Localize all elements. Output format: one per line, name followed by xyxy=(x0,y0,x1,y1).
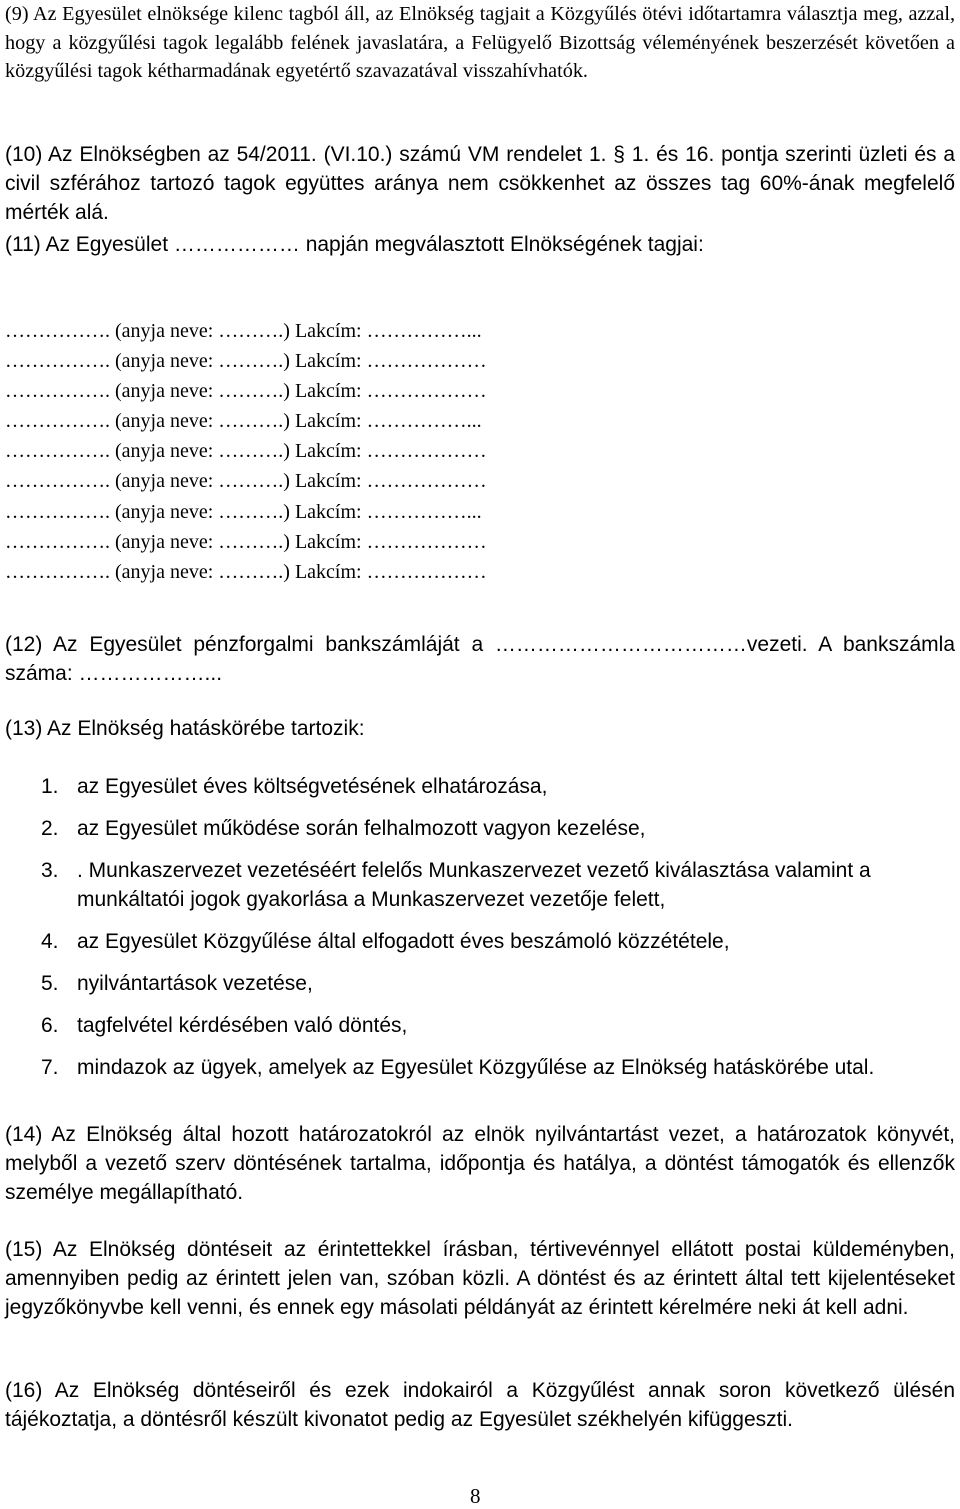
list-item xyxy=(5,1011,955,1040)
list-text: mindazok az ügyek, amelyek az Egyesület Közgyűlése az Elnökség hatáskörébe utal. xyxy=(77,1056,875,1079)
list-number: 3. xyxy=(41,859,59,882)
document-page xyxy=(5,0,955,1509)
list-text: . Munkaszervezet vezetéséért felelős Munkaszervezet vezető kiválasztása valamint a munkáltatói jogok gyakorlása a Munkaszervezet vezetője felett, xyxy=(77,859,871,911)
list-item xyxy=(5,1053,955,1082)
paragraph-10: (10) Az Elnökségben az 54/2011. (VI.10.) számú VM rendelet 1. § 1. és 16. pontja szerinti üzleti és a civil szférához tartozó tagok együttes aránya nem csökkenhet az összes tag 60%-ának megfelelő mérték alá. xyxy=(5,143,955,224)
list-item xyxy=(5,772,955,801)
list-number: 6. xyxy=(41,1014,59,1037)
member-row: ……………. (anyja neve: ……….) Lakcím: ……………... xyxy=(5,500,482,523)
list-item xyxy=(5,814,955,843)
member-row: ……………. (anyja neve: ……….) Lakcím: ……………… xyxy=(5,470,487,493)
paragraph-9: (9) Az Egyesület elnöksége kilenc tagból áll, az Elnökség tagjait a Közgyűlés ötévi időtartamra választja meg, azzal, hogy a közgyűlési tagok legalább felének javaslatára, a Felügyelő Bizottság véleményének beszerzését követően a közgyűlési tagok kétharmadának egyetértő szavazatával visszahívhatók. xyxy=(5,3,955,82)
member-row: ……………. (anyja neve: ……….) Lakcím: ……………… xyxy=(5,530,487,553)
powers-list xyxy=(5,772,955,1082)
list-number: 5. xyxy=(41,972,59,995)
list-text: az Egyesület éves költségvetésének elhatározása, xyxy=(77,775,548,798)
member-row: ……………. (anyja neve: ……….) Lakcím: ……………… xyxy=(5,560,487,583)
list-text: az Egyesület működése során felhalmozott vagyon kezelése, xyxy=(77,817,646,840)
board-members-list xyxy=(5,316,955,587)
list-text: az Egyesület Közgyűlése által elfogadott éves beszámoló közzététele, xyxy=(77,930,730,953)
member-row: ……………. (anyja neve: ……….) Lakcím: ……………… xyxy=(5,440,487,463)
list-number: 2. xyxy=(41,817,59,840)
paragraph-13: (13) Az Elnökség hatáskörébe tartozik: xyxy=(5,717,365,740)
list-number: 4. xyxy=(41,930,59,953)
list-item xyxy=(5,927,955,956)
list-item xyxy=(5,856,955,914)
member-row: ……………. (anyja neve: ……….) Lakcím: ……………... xyxy=(5,320,482,342)
list-text: nyilvántartások vezetése, xyxy=(77,972,313,995)
member-row: ……………. (anyja neve: ……….) Lakcím: ……………… xyxy=(5,380,487,403)
list-item xyxy=(5,969,955,998)
paragraph-16: (16) Az Elnökség döntéseiről és ezek indokairól a Közgyűlést annak soron következő ülésén tájékoztatja, a döntésről készült kivonatot pedig az Egyesület székhelyén kifüggeszti. xyxy=(5,1379,955,1431)
paragraph-11: (11) Az Egyesület ……………… napján megválasztott Elnökségének tagjai: xyxy=(5,233,704,256)
list-number: 7. xyxy=(41,1056,59,1079)
paragraph-15: (15) Az Elnökség döntéseit az érintettekkel írásban, tértivevénnyel ellátott postai küldeményben, amennyiben pedig az érintett jelen van, szóban közli. A döntést és az érintett által tett kijelentéseket jegyzőkönyvbe kell venni, és ennek egy másolati példányát az érintett kérelmére neki át kell adni. xyxy=(5,1238,955,1319)
member-row: ……………. (anyja neve: ……….) Lakcím: ……………… xyxy=(5,350,487,373)
list-text: tagfelvétel kérdésében való döntés, xyxy=(77,1014,408,1037)
paragraph-12: (12) Az Egyesület pénzforgalmi bankszámláját a ………………………………vezeti. A bankszámla száma: ………………... xyxy=(5,633,955,685)
paragraph-14: (14) Az Elnökség által hozott határozatokról az elnök nyilvántartást vezet, a határozatok könyvét, melyből a vezető szerv döntésének tartalma, időpontja és hatálya, a döntést támogatók és ellenzők személye megállapítható. xyxy=(5,1123,955,1204)
page-number: 8 xyxy=(470,1484,481,1508)
list-number: 1. xyxy=(41,775,59,798)
member-row: ……………. (anyja neve: ……….) Lakcím: ……………... xyxy=(5,410,482,433)
